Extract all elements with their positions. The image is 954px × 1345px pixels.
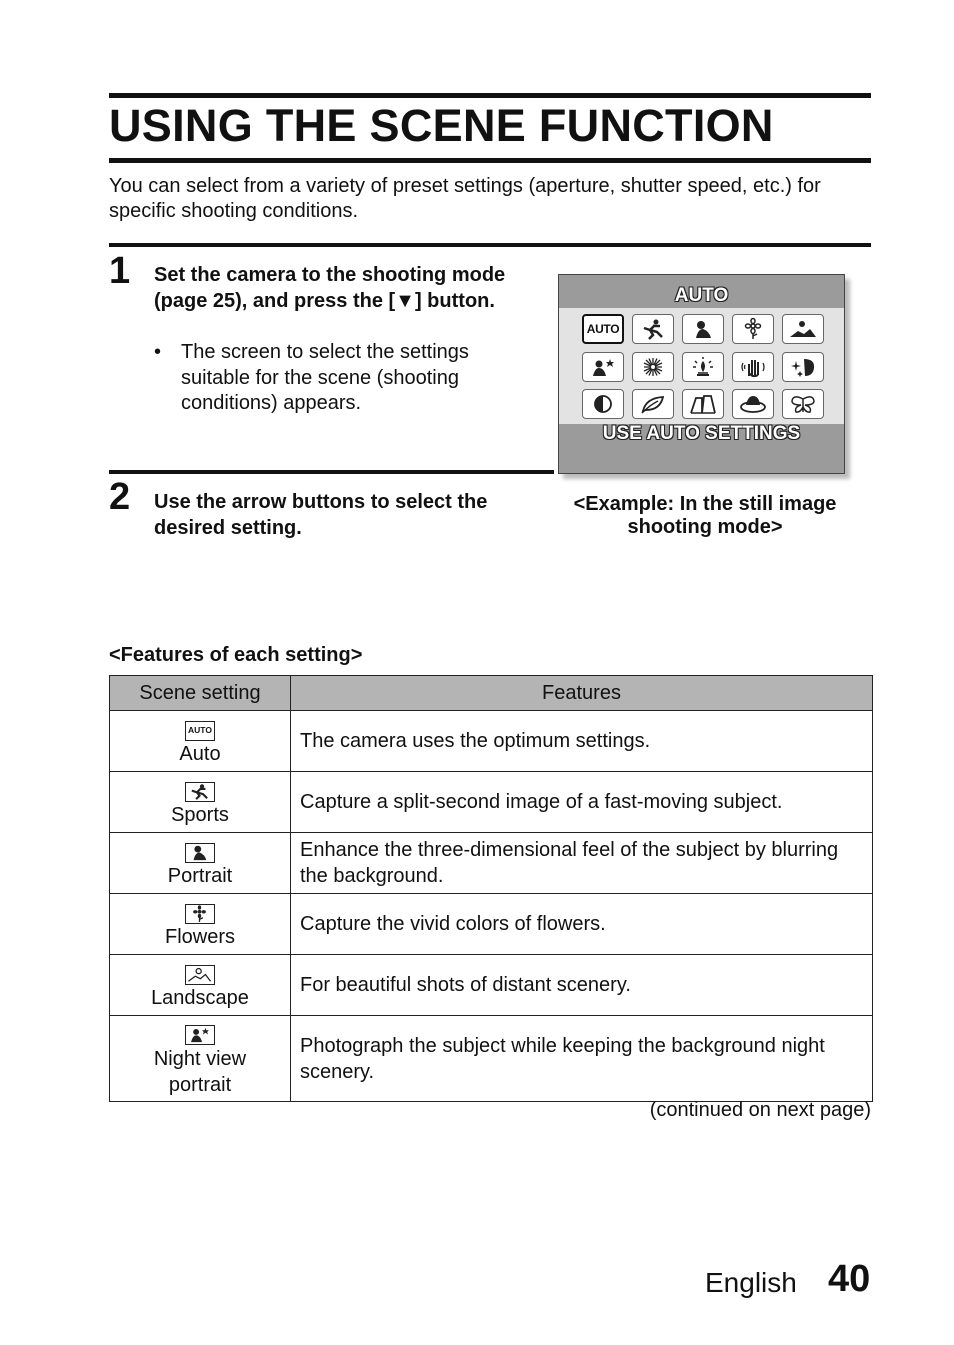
page-number: 40 xyxy=(828,1258,871,1300)
portrait-icon xyxy=(185,843,215,863)
step1-text: Set the camera to the shooting mode (page 25), and press the [▼] button. xyxy=(154,264,506,312)
features-heading: <Features of each setting> xyxy=(109,644,363,666)
sports-icon xyxy=(632,314,674,344)
features-table xyxy=(109,675,873,1102)
table-row xyxy=(110,833,873,894)
night-portrait-icon xyxy=(582,352,624,382)
buildings-icon xyxy=(682,389,724,419)
column-header-scene: Scene setting xyxy=(110,676,291,711)
auto-icon-label: AUTO xyxy=(188,724,212,735)
footer-language: English xyxy=(705,1267,797,1298)
page-title: USING THE SCENE FUNCTION xyxy=(109,100,774,151)
night-portrait-icon xyxy=(185,1025,215,1045)
auto-icon-label: AUTO xyxy=(586,322,620,336)
scene-name: Flowers xyxy=(164,926,235,948)
camera-screen-bottom-label: USE AUTO SETTINGS xyxy=(602,423,801,444)
table-row xyxy=(110,955,873,1016)
flowers-icon xyxy=(732,314,774,344)
scene-cell xyxy=(110,833,291,894)
feature-cell: For beautiful shots of distant scenery. xyxy=(291,955,873,1016)
camera-screen-illustration xyxy=(558,274,845,474)
flowers-icon xyxy=(185,904,215,924)
table-row xyxy=(110,772,873,833)
step1-rule xyxy=(109,243,871,247)
auto-icon xyxy=(582,314,624,344)
scene-cell xyxy=(110,772,291,833)
scene-name: Auto xyxy=(179,743,221,765)
scene-cell xyxy=(110,955,291,1016)
hand-shake-icon xyxy=(732,352,774,382)
feature-cell: Capture a split-second image of a fast-moving subject. xyxy=(291,772,873,833)
step2-number: 2 xyxy=(109,476,131,518)
scene-name: Sports xyxy=(171,804,229,826)
leaf-icon xyxy=(632,389,674,419)
scene-name: Night view portrait xyxy=(153,1047,247,1096)
table-row xyxy=(110,894,873,955)
title-top-rule xyxy=(109,93,871,98)
step2-text: Use the arrow buttons to select the desired setting. xyxy=(154,491,488,539)
scene-cell xyxy=(110,1016,291,1102)
scene-cell xyxy=(110,711,291,772)
camera-screen-caption: <Example: In the still image shooting mode> xyxy=(573,493,837,538)
table-header-row xyxy=(110,676,873,711)
sports-icon xyxy=(185,782,215,802)
table-row xyxy=(110,1016,873,1102)
intro-text: You can select from a variety of preset settings (aperture, shutter speed, etc.) for specific shooting conditions. xyxy=(109,175,821,222)
scene-name: Portrait xyxy=(167,865,233,887)
landscape-icon xyxy=(185,965,215,985)
feature-cell: Capture the vivid colors of flowers. xyxy=(291,894,873,955)
camera-icon-panel xyxy=(559,308,844,424)
camera-screen-top-label: AUTO xyxy=(674,285,729,306)
food-icon xyxy=(732,389,774,419)
title-bottom-rule xyxy=(109,158,871,163)
lamp-icon xyxy=(682,352,724,382)
landscape-icon xyxy=(782,314,824,344)
bullet-dot: • xyxy=(154,341,162,363)
feature-cell: Enhance the three-dimensional feel of the subject by blurring the background. xyxy=(291,833,873,894)
feature-cell: Photograph the subject while keeping the background night scenery. xyxy=(291,1016,873,1102)
butterfly-icon xyxy=(782,389,824,419)
scene-cell xyxy=(110,894,291,955)
step1-bullet-text: The screen to select the settings suitable for the scene (shooting conditions) appears. xyxy=(181,341,469,414)
column-header-features: Features xyxy=(291,676,873,711)
step1-number: 1 xyxy=(109,250,131,292)
feature-cell: The camera uses the optimum settings. xyxy=(291,711,873,772)
scene-name: Landscape xyxy=(151,987,249,1009)
step2-rule xyxy=(109,470,554,474)
sparkle-icon xyxy=(782,352,824,382)
fireworks-icon xyxy=(632,352,674,382)
table-row xyxy=(110,711,873,772)
continued-note: (continued on next page) xyxy=(649,1099,871,1121)
auto-icon xyxy=(185,721,215,741)
contrast-icon xyxy=(582,389,624,419)
portrait-icon xyxy=(682,314,724,344)
